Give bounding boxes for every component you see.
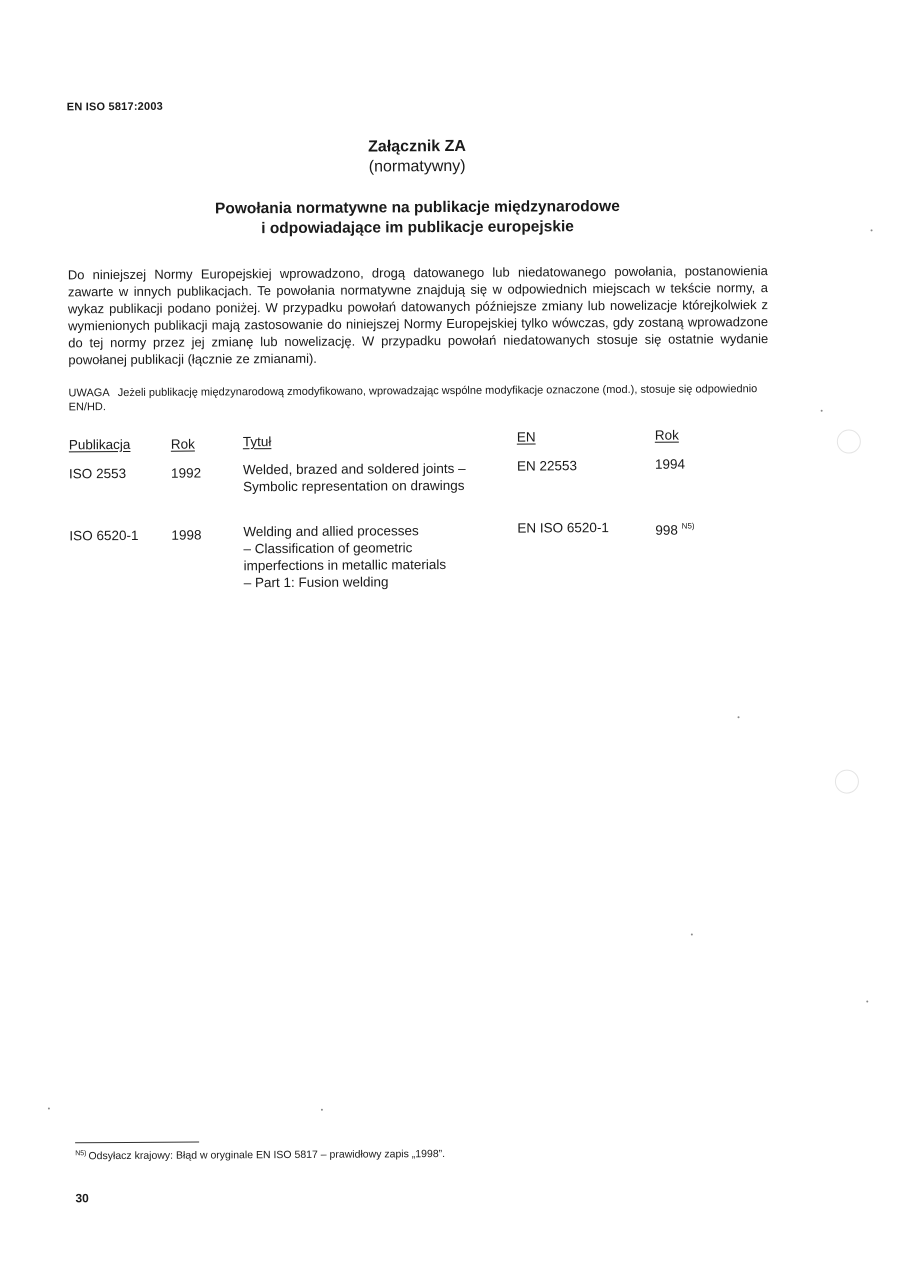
scan-speck [871, 229, 873, 231]
table-row-1-en-year: 1994 [654, 456, 686, 472]
scan-speck [48, 1107, 50, 1109]
note-label: UWAGA [68, 387, 110, 400]
section-title [0, 196, 838, 241]
scan-speck [321, 1109, 323, 1111]
note [68, 382, 768, 414]
table-row-2-publication: ISO 6520-1 [69, 527, 139, 544]
column-header-publication: Publikacja [68, 436, 131, 453]
table-row-2-title-line: – Part 1: Fusion welding [243, 574, 389, 591]
column-header-year: Rok [170, 436, 195, 452]
scan-punch-hole-mark [837, 429, 861, 453]
document-code: EN ISO 5817:2003 [66, 100, 163, 114]
scan-punch-hole-mark [835, 770, 859, 794]
column-header-title: Tytuł [242, 434, 272, 450]
annex-title: Załącznik ZA [368, 137, 466, 156]
page-number: 30 [75, 1191, 89, 1206]
table-row-2-en-year-value: 998 [655, 522, 678, 538]
table-row-2-title [243, 522, 446, 591]
scan-speck [821, 410, 823, 412]
table-row-2-title-line: imperfections in metallic materials [243, 557, 447, 574]
table-row-2-title-line: – Classification of geometric [243, 540, 413, 557]
scan-speck [691, 934, 693, 936]
table-row-1-en: EN 22553 [516, 458, 578, 474]
table-row-2-year: 1998 [171, 527, 202, 543]
intro-paragraph: Do niniejszej Normy Europejskiej wprowadzono, drogą datowanego lub niedatowanego powołania, postanowienia zawarte w innych publikacjach. Te powołania normatywne znajdują się w odpowiednich miejscach w tekście normy, a wykaz publikacji podano poniżej. W przypadku powołań datowanych późniejsze zmiany lub nowelizacje którejkolwiek z wymienionych publikacji mają zastosowanie do niniejszej Normy Europejskiej tylko wówczas, gdy zostaną wprowadzone do tej normy przez jej zmianę lub nowelizację. W przypadku powołań niedatowanych stosuje się ostatnie wydanie powołanej publikacji (łącznie ze zmianami). [67, 263, 769, 368]
table-row-1-publication: ISO 2553 [68, 465, 127, 482]
table-row-2-en-year [655, 518, 694, 539]
annex-subtitle: (normatywny) [368, 157, 466, 176]
table-row-1-title-line: Welded, brazed and soldered joints – [242, 460, 466, 478]
section-title-line-2: i odpowiadające im publikacje europejskie [261, 218, 574, 238]
scan-speck [866, 1000, 868, 1002]
table-row-2-title-line: Welding and allied processes [243, 523, 419, 540]
note-text: Jeżeli publikację międzynarodową zmodyfikowano, wprowadzając wspólne modyfikacje oznaczone (mod.), stosuje się odpowiednio EN/HD. [68, 383, 758, 414]
footnote-divider [75, 1142, 199, 1144]
scan-speck [738, 716, 740, 718]
table-row-1-year: 1992 [170, 465, 202, 481]
footnote-text: Odsyłacz krajowy: Błąd w oryginale EN ISO 5817 – prawidłowy zapis „1998”. [88, 1148, 446, 1163]
table-row-1-title [243, 460, 466, 495]
footnote [75, 1148, 445, 1162]
column-header-en-year: Rok [654, 427, 679, 443]
section-title-line-1: Powołania normatywne na publikacje międzynarodowe [214, 197, 620, 218]
table-row-2-en: EN ISO 6520-1 [517, 520, 609, 536]
column-header-en: EN [516, 429, 536, 445]
footnote-reference: N5) [681, 521, 695, 531]
footnote-marker: N5) [75, 1150, 87, 1158]
table-row-1-title-line: Symbolic representation on drawings [243, 477, 465, 495]
